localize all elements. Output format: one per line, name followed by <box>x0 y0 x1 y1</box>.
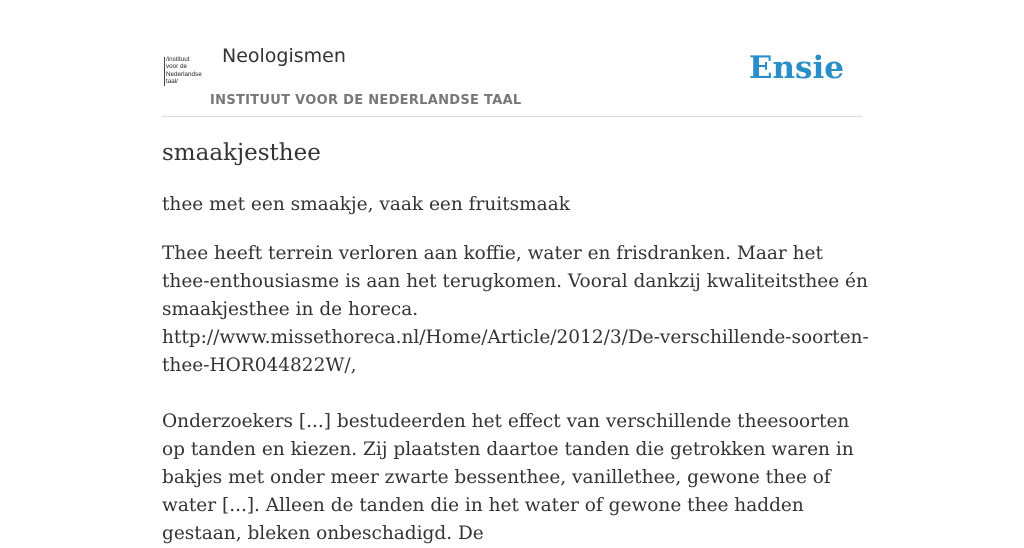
source-subtitle: INSTITUUT VOOR DE NEDERLANDSE TAAL <box>210 93 522 108</box>
page-header <box>162 0 862 117</box>
source-title-link[interactable]: Neologismen <box>222 45 346 67</box>
example-paragraph-2: Onderzoekers [...] bestudeerden het effect van verschillende theesoorten op tanden en kiezen. Zij plaatsten daartoe tanden die getrokken waren in bakjes met onder meer zwarte bessenthee, vanillethee, gewone thee of water [...]. Alleen de tanden die in het water of gewone thee hadden gestaan, bleken onbeschadigd. De <box>162 411 854 544</box>
entry-definition: thee met een smaakje, vaak een fruitsmaak <box>162 194 570 215</box>
entry-term: smaakjesthee <box>162 140 321 166</box>
page-container <box>162 0 869 544</box>
logo-bar <box>164 57 165 86</box>
instituut-logo[interactable] <box>166 56 206 88</box>
entry-examples <box>162 240 874 548</box>
logo-line-1: /instituut <box>166 56 190 63</box>
logo-line-2: voor de <box>166 63 188 71</box>
logo-line-4: taal/ <box>166 77 178 85</box>
example-paragraph-1: Thee heeft terrein verloren aan koffie, water en frisdranken. Maar het thee-enthousiasme is aan het terugkomen. Vooral dankzij kwaliteitsthee én smaakjesthee in de horeca. http://www.missethoreca.nl/Home/Article/2012/3/De-verschillende-soorten-thee-HOR044822W/, <box>162 243 869 376</box>
logo-line-3: Nederlandse <box>166 70 202 78</box>
ensie-logo-link[interactable]: Ensie <box>748 50 844 86</box>
